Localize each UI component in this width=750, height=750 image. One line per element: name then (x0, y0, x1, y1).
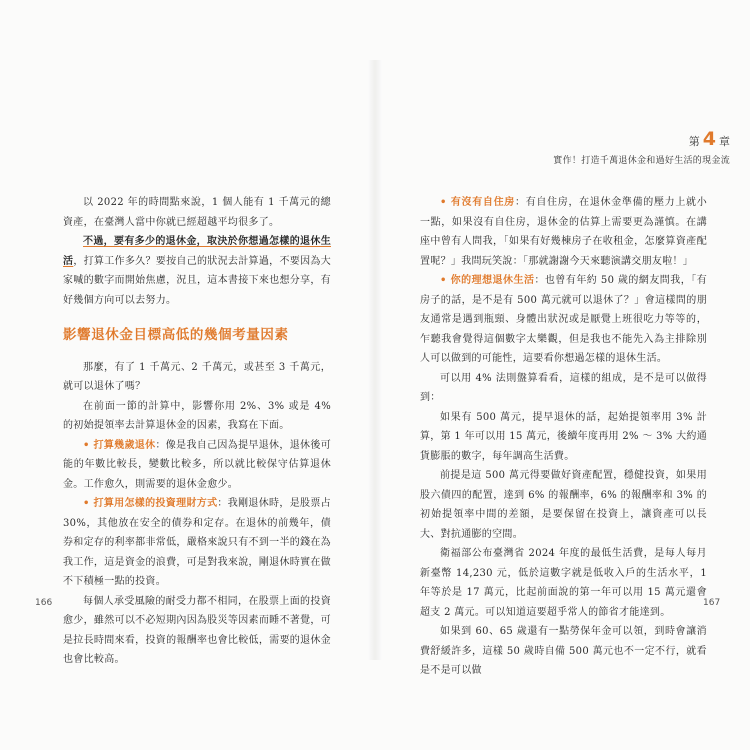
bullet-label-investment: • 打算用怎樣的投資理財方式 (83, 498, 218, 509)
bullet-text-housing: ：有自住房，在退休金準備的壓力上就小一點，如果沒有自住房，退休金的估算上需要更為謹慎。在講座中曾有人問我，「如果有好幾棟房子在收租金，怎麼算資產配置呢？」我問玩笑說：「那就謝謝今天來聽演講交朋友啦！」 (420, 197, 707, 267)
right-paragraph-7: 如果到 60、65 歲還有一點勞保年金可以領，到時會讓消費舒緩許多，這樣 50 歲時自備 500 萬元也不一定不行，就看是不是可以做 (420, 626, 707, 676)
left-bullet-investment (63, 494, 331, 592)
chapter-number: 4 (702, 128, 716, 150)
bullet-text-investment: ：我剛退休時，是股票占 30%，其他放在安全的債券和定存。在退休的前幾年，債券和定存的利率都非常低，嚴格來說只有不到一半的錢在為我工作，這是資金的浪費，可是對我來說，剛退休時實在做不下積極一點的投資。 (63, 498, 331, 587)
right-page-body (420, 193, 707, 681)
bullet-label-housing: • 有沒有自住房 (440, 197, 515, 208)
left-bullet-retire-age (63, 436, 331, 495)
chapter-prefix: 第 (688, 135, 700, 148)
left-paragraph-3: 那麼，有了 1 千萬元、2 千萬元，或甚至 3 千萬元，就可以退休了嗎？ (63, 361, 331, 392)
right-bullet-ideal-life (420, 271, 707, 369)
left-paragraph-2 (63, 232, 331, 310)
page-number-right: 167 (703, 598, 721, 608)
bullet-label-retire-age: • 打算幾歲退休 (83, 439, 156, 451)
left-paragraph-1: 以 2022 年的時間點來說，1 個人能有 1 千萬元的總資產，在臺灣人當中你就已經超越平均很多了。 (63, 197, 331, 228)
chapter-label (553, 130, 730, 149)
right-paragraph-5: 前提是這 500 萬元得要做好資產配置，穩健投資，如果用股六債四的配置，達到 6% 的報酬率，6% 的報酬率和 3% 的初始提領率中間的差額，是要保留在投資上，讓資產可以長大、對抗通膨的空間。 (420, 470, 707, 540)
bullet-text-ideal-life: ：也曾有年約 50 歲的網友問我，「有房子的話，是不是有 500 萬元就可以退休了？」會這樣問的朋友通常是遇到瓶頸、身體出狀況或是厭覺上班很吃力等等的，乍聽我會覺得這個數字太樂觀，但是我也不能先入為主排除別人可以做到的可能性，這要看你想過怎樣的退休生活。 (420, 275, 707, 364)
chapter-suffix: 章 (719, 135, 730, 148)
right-paragraph-4: 如果有 500 萬元，提早退休的話，起始提領率用 3% 計算，第 1 年可以用 15 萬元，後續年度再用 2% ～ 3% 大約通貨膨脹的數字，每年調高生活費。 (420, 411, 707, 462)
chapter-subtitle: 實作！打造千萬退休金和過好生活的現金流 (553, 156, 730, 166)
bullet-label-ideal-life: • 你的理想退休生活 (440, 275, 535, 286)
left-paragraph-4: 在前面一節的計算中，影響你用 2%、3% 或是 4% 的初始提領率去計算退休金的因素，我寫在下面。 (63, 400, 331, 431)
left-page-body (63, 193, 331, 670)
chapter-header (553, 130, 730, 166)
right-paragraph-3: 可以用 4% 法則盤算看看，這樣的組成，是不是可以做得到： (420, 372, 707, 403)
page-number-left: 166 (35, 598, 53, 608)
right-bullet-housing (420, 193, 707, 271)
bullet-text-retire-age: ：像是我自己因為提早退休，退休後可能的年數比較長，變數比較多，所以就比較保守估算退休金。工作愈久，則需要的退休金愈少。 (63, 439, 331, 490)
left-paragraph-7: 每個人承受風險的耐受力都不相同，在股票上面的投資愈少，雖然可以不必短期內因為股災等因素而睡不著覺，可是拉長時間來看，投資的報酬率也會比較低，需要的退休金也會比較高。 (63, 595, 331, 665)
right-paragraph-6: 衛福部公布臺灣省 2024 年度的最低生活費，是每人每月新臺幣 14,230 元，低於這數字就是低收入戶的生活水平，1 年等於是 17 萬元，比起前面說的第一年可以用 15 萬元還會超支 2 萬元。可以知道這要超乎常人的節省才能達到。 (420, 548, 707, 618)
highlight-text: 不過，要有多少的退休金，取決於你想過怎樣的退休生活 (63, 236, 331, 267)
section-heading: 影響退休金目標高低的幾個考量因素 (63, 327, 289, 343)
left-paragraph-2-rest: ，打算工作多久？要按自己的狀況去計算過，不要因為大家喊的數字而開始焦慮，況且，這本書接下來也想分享，有好幾個方向可以去努力。 (63, 255, 331, 306)
